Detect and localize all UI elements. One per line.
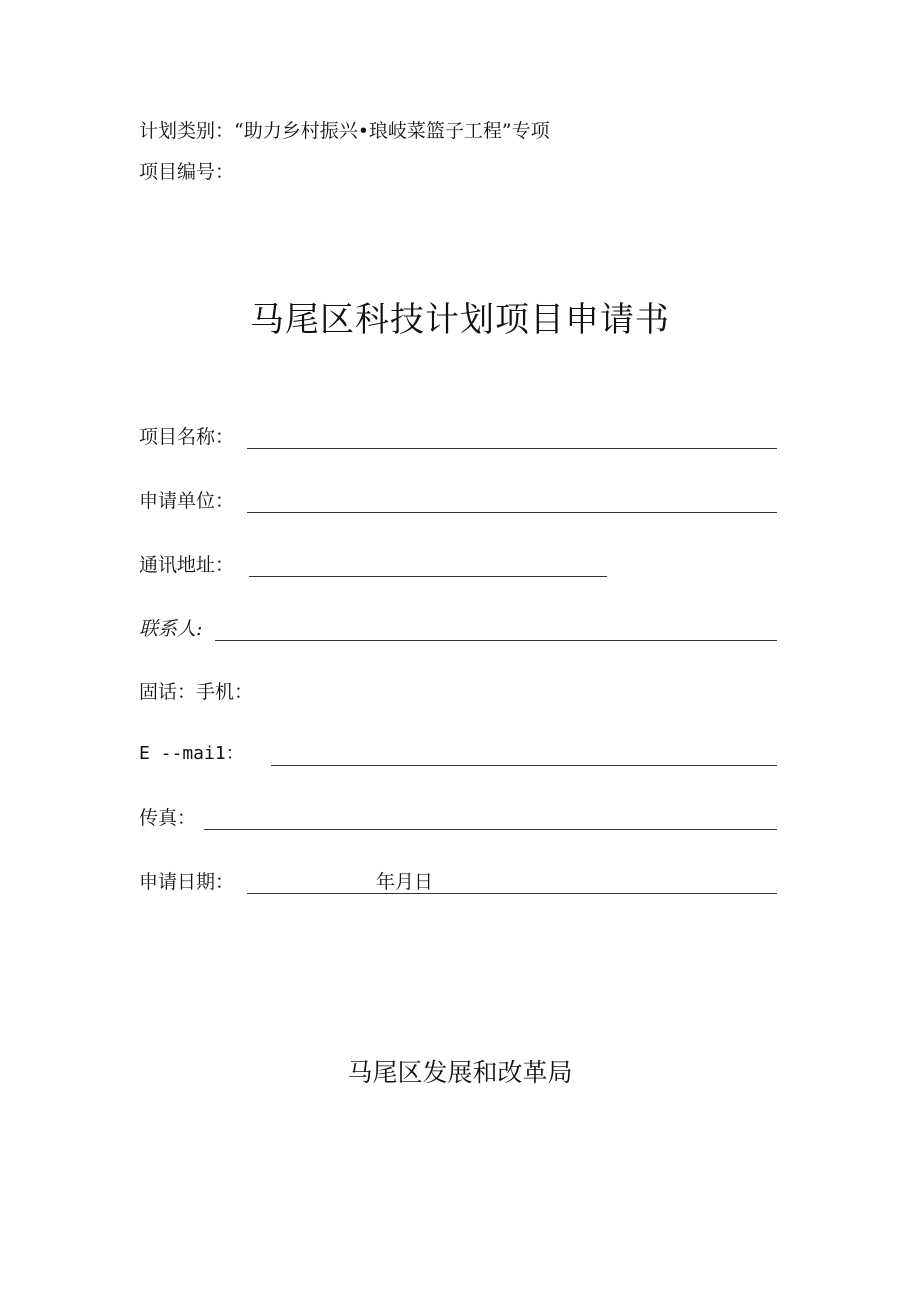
contact-label: 联系人: — [139, 618, 203, 640]
date-label: 申请日期： — [139, 871, 235, 893]
project-name-input-line[interactable] — [247, 448, 777, 449]
contact-input-line[interactable] — [215, 640, 777, 641]
page-title: 马尾区科技计划项目申请书 — [250, 300, 670, 340]
email-field — [139, 740, 779, 768]
plan-category-label: 计划类别： — [139, 120, 235, 142]
email-label: E --mai1： — [139, 743, 244, 764]
project-name-field — [139, 423, 779, 451]
fax-input-line[interactable] — [204, 829, 777, 830]
phone-field — [139, 678, 779, 706]
applicant-unit-input-line[interactable] — [247, 512, 777, 513]
applicant-unit-field — [139, 487, 779, 515]
address-label: 通讯地址： — [139, 554, 235, 576]
phone-label: 固话：手机： — [139, 681, 254, 703]
address-input-line[interactable] — [249, 576, 607, 577]
plan-category-value: “助力乡村振兴•琅岐菜篮子工程”专项 — [234, 120, 550, 142]
applicant-unit-label: 申请单位： — [139, 490, 235, 512]
date-field — [139, 868, 779, 896]
fax-field — [139, 804, 779, 832]
project-number-line — [139, 160, 234, 184]
footer-organization: 马尾区发展和改革局 — [347, 1058, 573, 1087]
address-field — [139, 551, 779, 579]
project-name-label: 项目名称： — [139, 426, 235, 448]
date-placeholder: 年月日 — [376, 871, 434, 893]
fax-label: 传真： — [139, 807, 197, 829]
date-input-line[interactable] — [247, 893, 777, 894]
project-number-label: 项目编号： — [139, 161, 235, 183]
email-input-line[interactable] — [271, 765, 777, 766]
contact-field — [139, 615, 779, 643]
plan-category-line — [139, 119, 550, 143]
